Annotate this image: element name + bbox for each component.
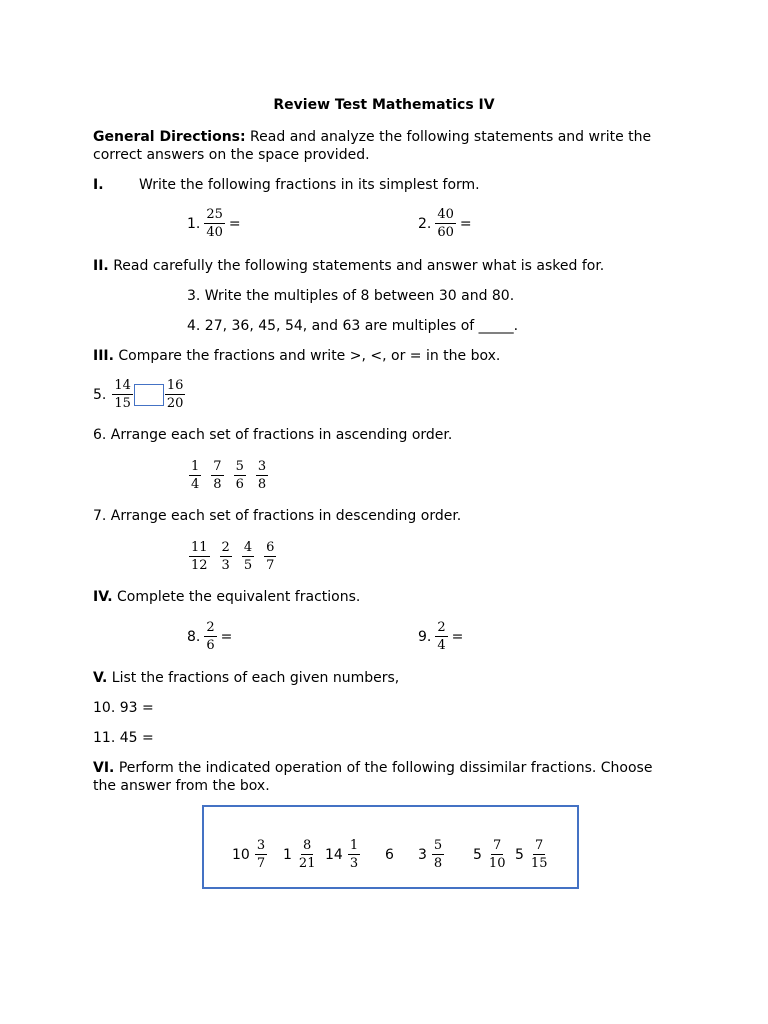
denominator: 8: [213, 477, 222, 492]
fraction: [348, 838, 360, 871]
denominator: 6: [235, 477, 244, 492]
question-1: [187, 207, 241, 240]
question-number: 5.: [93, 386, 107, 403]
general-directions: [93, 128, 668, 164]
fraction: [242, 540, 254, 573]
numerator: 5: [433, 838, 443, 853]
question-7: 7. Arrange each set of fractions in descending order.: [93, 508, 462, 524]
denominator: 4: [437, 638, 446, 653]
whole-number: 6: [385, 847, 394, 863]
numerator: 1: [349, 838, 359, 853]
question-5: [93, 378, 189, 411]
answer-choice: [385, 847, 395, 863]
fraction: [234, 459, 246, 492]
part1-numeral: I.: [93, 177, 104, 193]
denominator: 12: [191, 558, 208, 573]
denominator: 6: [206, 638, 215, 653]
question-4: 4. 27, 36, 45, 54, and 63 are multiples of _____.: [187, 318, 519, 334]
numerator: 8: [303, 838, 312, 853]
fraction: [255, 838, 267, 871]
denominator: 21: [298, 856, 316, 871]
question-6: 6. Arrange each set of fractions in ascending order.: [93, 427, 453, 443]
fraction-right: [165, 378, 186, 411]
fraction: [211, 459, 223, 492]
question-2: [418, 207, 472, 240]
numerator: 2: [221, 540, 230, 555]
numerator: 3: [256, 838, 266, 853]
answer-choice: [283, 838, 321, 871]
page-title: Review Test Mathematics IV: [273, 97, 495, 113]
numerator: 7: [213, 459, 222, 474]
denominator: 3: [349, 856, 359, 871]
denominator: 7: [266, 558, 275, 573]
directions-label: General Directions:: [93, 129, 246, 145]
numerator: 25: [206, 207, 223, 222]
denominator: 7: [256, 856, 266, 871]
part1-heading: [93, 176, 480, 194]
ascending-fraction-set: [184, 459, 273, 492]
question-3: 3. Write the multiples of 8 between 30 and 80.: [187, 288, 515, 304]
denominator: 20: [166, 396, 184, 411]
part1-instruction: Write the following fractions in its simplest form.: [139, 177, 480, 193]
denominator: 3: [221, 558, 230, 573]
numerator: 40: [437, 207, 454, 222]
whole-number: 1: [283, 846, 292, 863]
denominator: 15: [530, 856, 548, 871]
question-8: [187, 620, 232, 653]
numerator: 1: [191, 459, 200, 474]
answer-choice: [325, 838, 364, 871]
fraction: [189, 540, 210, 573]
question-10: 10. 93 =: [93, 700, 154, 716]
denominator: 8: [257, 477, 267, 492]
numerator: 14: [114, 378, 131, 393]
part6-instruction: Perform the indicated operation of the following dissimilar fractions. Choose the answer from the box.: [93, 760, 653, 794]
denominator: 8: [433, 856, 443, 871]
numerator: 5: [235, 459, 244, 474]
fraction: [204, 207, 225, 240]
whole-number: 5: [515, 846, 524, 863]
denominator: 60: [437, 225, 454, 240]
whole-number: 10: [232, 846, 250, 863]
whole-number: 14: [325, 846, 343, 863]
part4-heading: [93, 588, 360, 606]
denominator: 40: [206, 225, 223, 240]
question-number: 1.: [187, 215, 201, 232]
directions-text: Read and analyze the following statements and write the correct answers on the space provided.: [93, 129, 652, 163]
numerator: 7: [493, 838, 502, 853]
fraction: [487, 838, 508, 871]
numerator: 3: [257, 459, 267, 474]
fraction: [297, 838, 318, 871]
denominator: 4: [191, 477, 200, 492]
part2-numeral: II.: [93, 258, 109, 274]
denominator: 10: [488, 856, 506, 871]
equals-sign: =: [228, 215, 241, 232]
numerator: 2: [206, 620, 215, 635]
descending-fraction-set: [184, 540, 281, 573]
fraction-left: [112, 378, 133, 411]
answer-choice: [232, 838, 271, 871]
question-number: 2.: [418, 215, 432, 232]
fraction: [264, 540, 276, 573]
denominator: 15: [114, 396, 131, 411]
fraction: [220, 540, 232, 573]
whole-number: 3: [418, 846, 427, 863]
fraction: [189, 459, 201, 492]
part5-numeral: V.: [93, 670, 108, 686]
question-11: 11. 45 =: [93, 730, 154, 746]
part5-instruction: List the fractions of each given numbers,: [107, 670, 400, 686]
part2-instruction: Read carefully the following statements and answer what is asked for.: [108, 258, 605, 274]
equals-sign: =: [459, 215, 472, 232]
numerator: 11: [191, 540, 208, 555]
numerator: 7: [535, 838, 544, 853]
answer-choice: [473, 838, 511, 871]
numerator: 4: [243, 540, 253, 555]
part5-heading: [93, 669, 399, 687]
part3-numeral: III.: [93, 348, 114, 364]
equals-sign: =: [220, 628, 233, 645]
answer-choice: [418, 838, 448, 871]
denominator: 5: [243, 558, 253, 573]
part2-heading: [93, 257, 604, 275]
comparison-answer-box[interactable]: [134, 384, 164, 406]
numerator: 16: [166, 378, 184, 393]
answer-choice: [515, 838, 553, 871]
part3-heading: [93, 347, 500, 365]
equals-sign: =: [451, 628, 464, 645]
fraction: [256, 459, 268, 492]
fraction: [432, 838, 444, 871]
whole-number: 5: [473, 846, 482, 863]
part6-heading: [93, 759, 668, 795]
question-number: 9.: [418, 628, 432, 645]
numerator: 6: [266, 540, 275, 555]
fraction: [435, 620, 447, 653]
question-number: 8.: [187, 628, 201, 645]
part3-instruction: Compare the fractions and write >, <, or = in the box.: [113, 348, 501, 364]
fraction: [204, 620, 216, 653]
part4-instruction: Complete the equivalent fractions.: [112, 589, 361, 605]
part4-numeral: IV.: [93, 589, 113, 605]
numerator: 2: [437, 620, 446, 635]
question-9: [418, 620, 463, 653]
part6-numeral: VI.: [93, 760, 115, 776]
fraction: [529, 838, 550, 871]
fraction: [435, 207, 456, 240]
